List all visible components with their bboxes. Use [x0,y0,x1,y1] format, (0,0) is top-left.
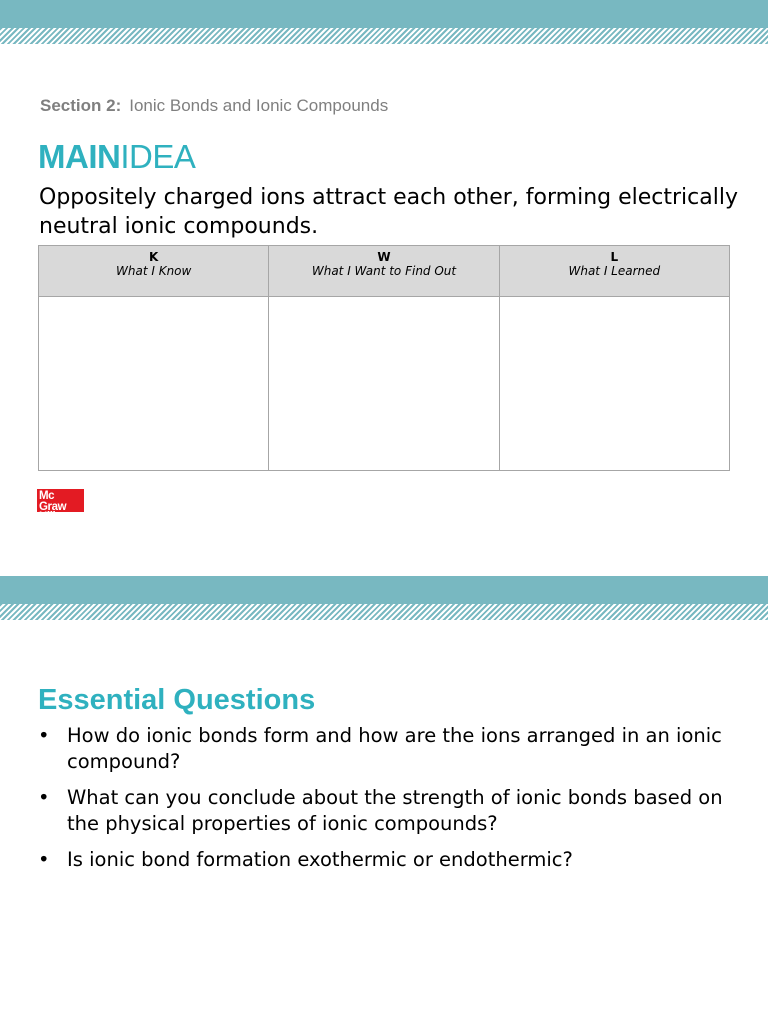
kwl-subtitle-l: What I Learned [568,264,661,278]
band-stripe-2 [0,604,768,620]
kwl-header-row [39,246,730,297]
kwl-letter-k: K [149,250,159,264]
essential-questions-title: Essential Questions [38,684,316,716]
logo-line-1: Mc [39,490,55,502]
kwl-header-w [269,246,499,297]
question-item: • How do ionic bonds form and how are the ions arranged in an ionic compound? [38,723,738,775]
band-stripe [0,28,768,44]
logo-line-2: Graw [39,500,67,513]
question-item: • Is ionic bond formation exothermic or endothermic? [38,847,738,873]
main-idea-text: Oppositely charged ions attract each other, forming electrically neutral ionic compounds. [39,185,738,239]
slide-essential-questions [0,512,768,1024]
kwl-header-l [499,246,729,297]
kwl-cell-learned[interactable] [499,297,729,471]
band-solid [0,0,768,28]
kwl-subtitle-k: What I Know [116,264,192,278]
top-decorative-band-2 [0,576,768,620]
kwl-subtitle-w: What I Want to Find Out [311,264,457,278]
section-label: Section 2: [40,96,122,115]
top-decorative-band [0,0,768,44]
question-item: • What can you conclude about the strength of ionic bonds based on the physical properties of ionic compounds? [38,785,738,837]
kwl-cell-know[interactable] [39,297,269,471]
main-idea-heading [38,140,195,173]
essential-questions-list [38,723,738,883]
section-heading [40,96,388,116]
main-idea-bold: MAIN [38,138,121,175]
kwl-chart [38,245,730,471]
section-title: Ionic Bonds and Ionic Compounds [129,96,389,115]
kwl-header-k [39,246,269,297]
band-solid-2 [0,576,768,604]
main-idea-light: IDEA [120,138,196,175]
kwl-body-row [39,297,730,471]
kwl-letter-w: W [377,250,391,264]
kwl-letter-l: L [610,250,619,264]
kwl-cell-want[interactable] [269,297,499,471]
